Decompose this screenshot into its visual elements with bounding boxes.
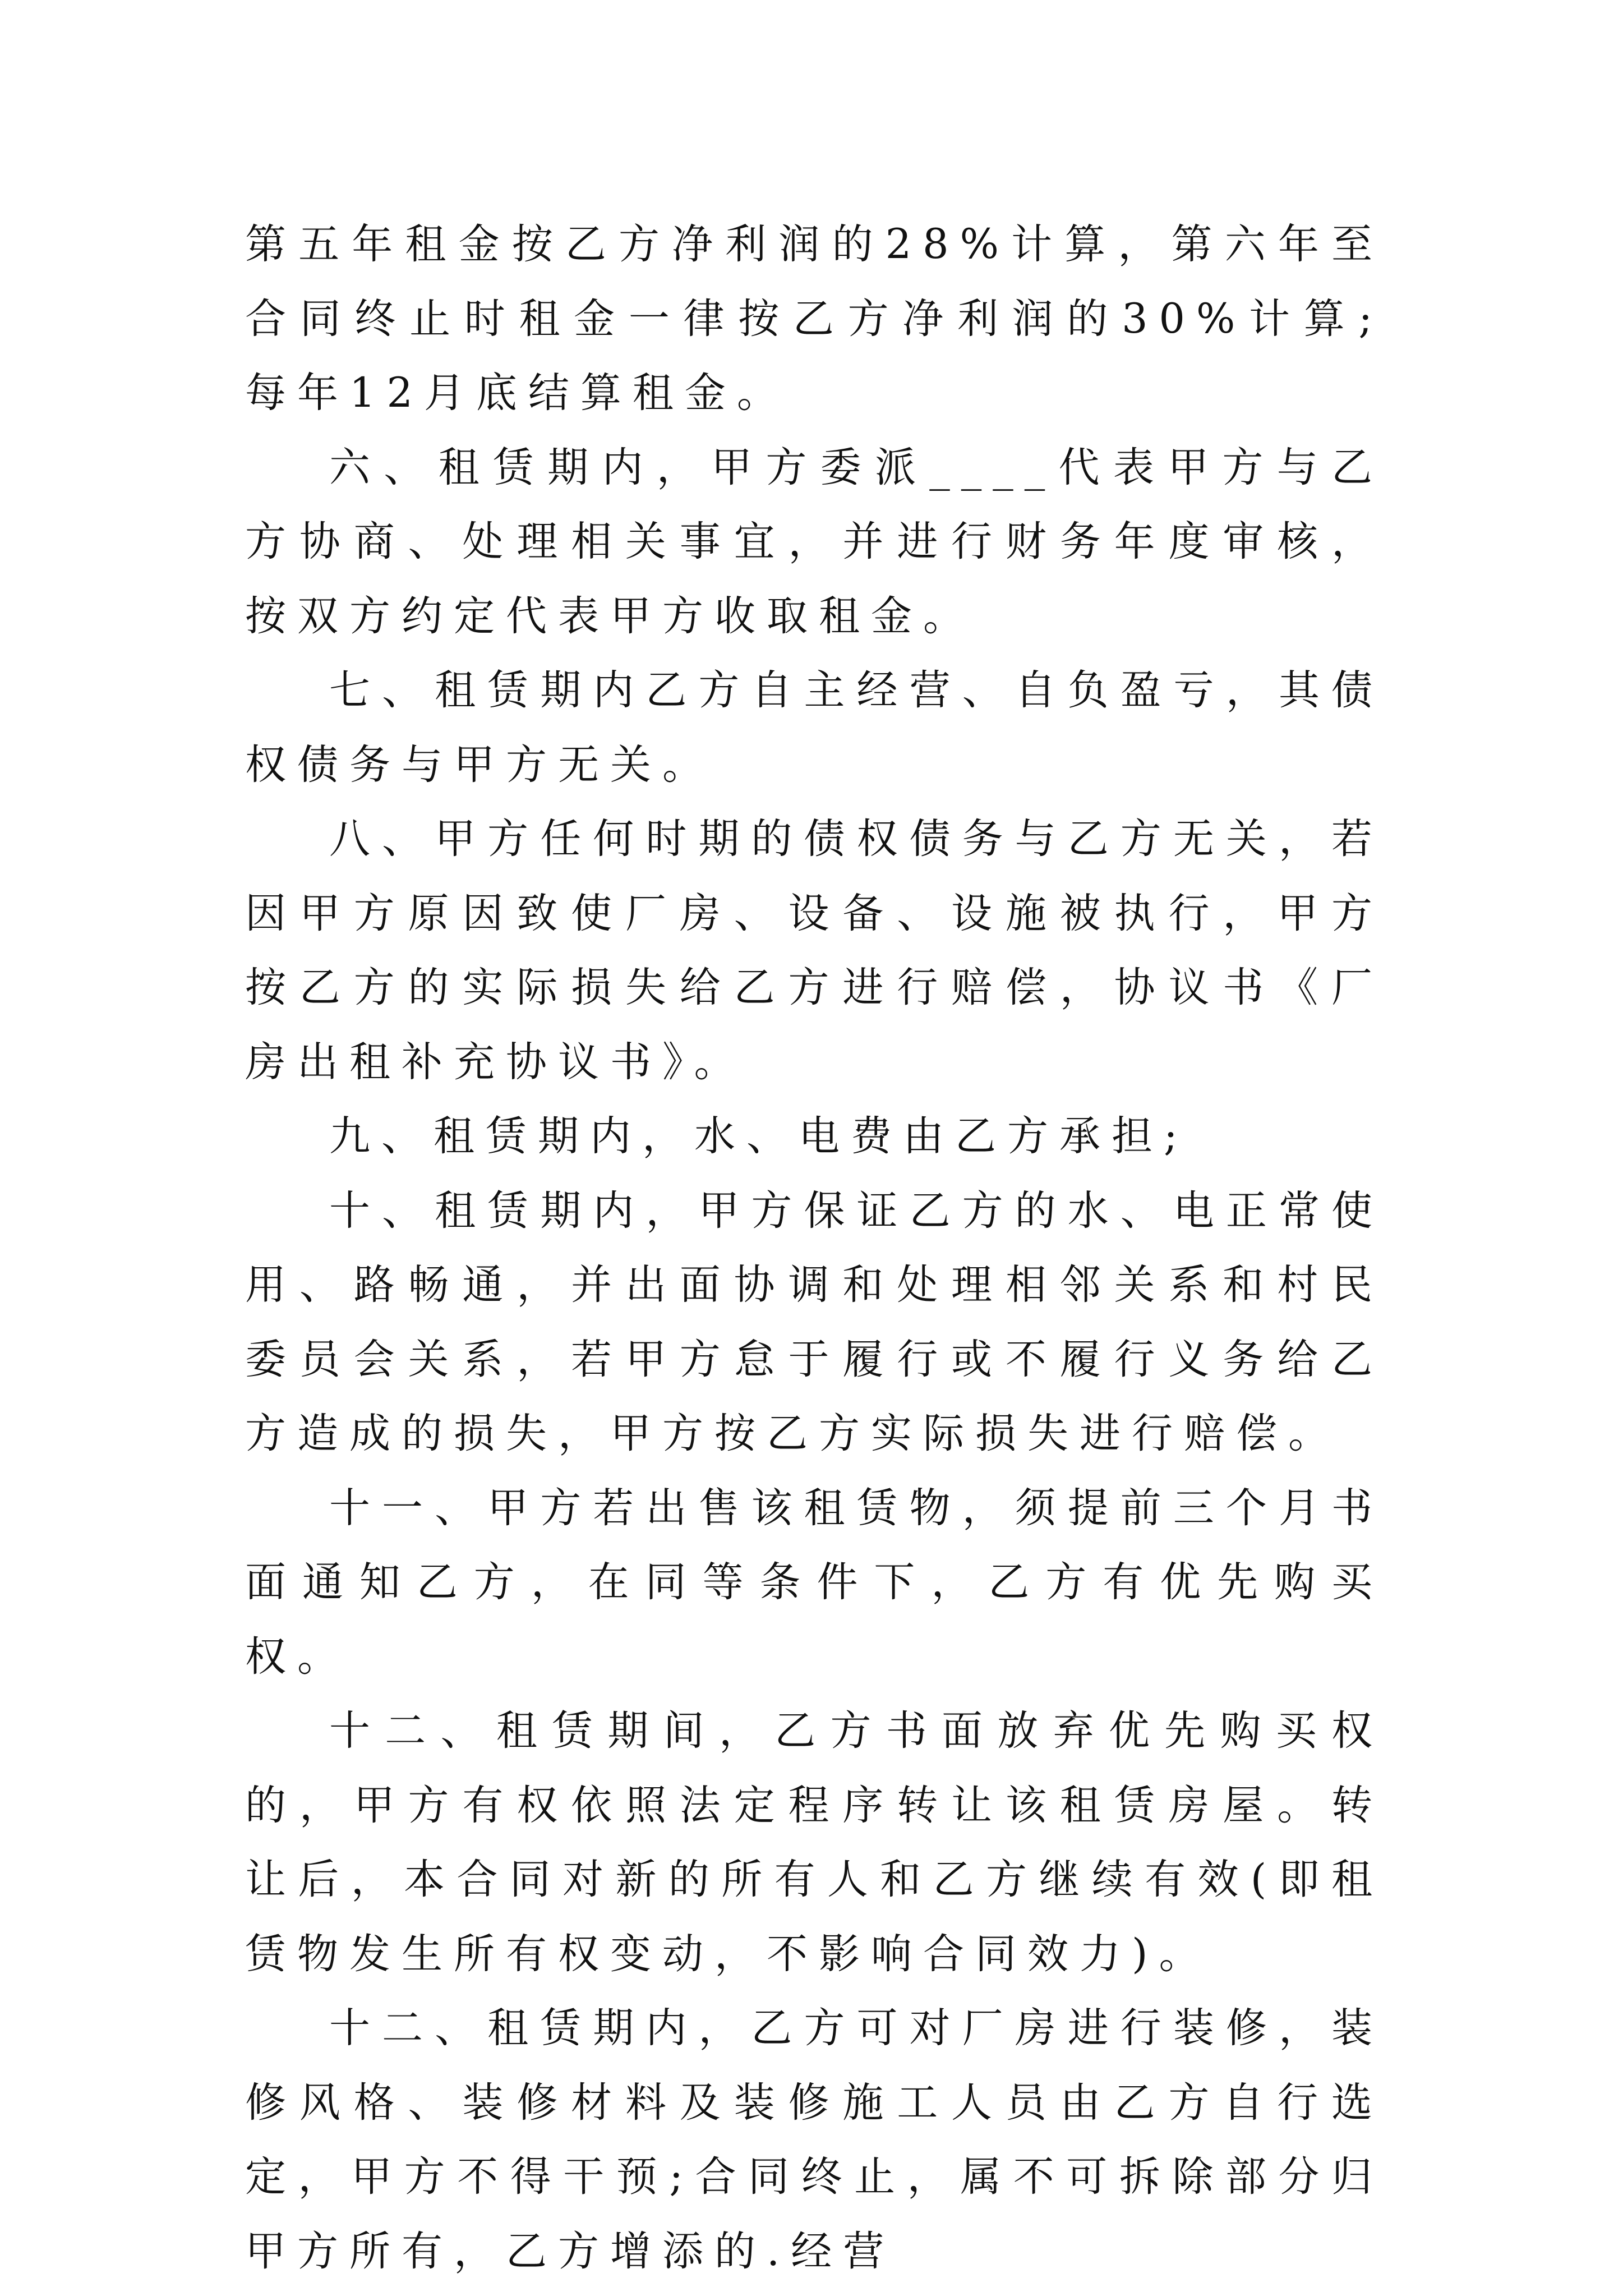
paragraph-clause-8: 八、甲方任何时期的债权债务与乙方无关，若因甲方原因致使厂房、设备、设施被执行，甲方按乙方的实际损失给乙方进行赔偿，协议书《厂房出租补充协议书》。 <box>245 815 1384 1086</box>
paragraph-clause-7: 七、租赁期内乙方自主经营、自负盈亏，其债权债务与甲方无关。 <box>245 666 1384 789</box>
paragraph-clause-10: 十、租赁期内，甲方保证乙方的水、电正常使用、路畅通，并出面协调和处理相邻关系和村民委员会关系，若甲方怠于履行或不履行义务给乙方造成的损失，甲方按乙方实际损失进行赔偿。 <box>245 1186 1384 1457</box>
paragraph-clause-6: 六、租赁期内，甲方委派____代表甲方与乙方协商、处理相关事宜，并进行财务年度审核，按双方约定代表甲方收取租金。 <box>245 443 1384 640</box>
paragraph-clause-12a: 十二、租赁期间，乙方书面放弃优先购买权的，甲方有权依照法定程序转让该租赁房屋。转让后，本合同对新的所有人和乙方继续有效(即租赁物发生所有权变动，不影响合同效力)。 <box>245 1707 1384 1978</box>
paragraph-clause-9: 九、租赁期内，水、电费由乙方承担; <box>329 1112 1189 1160</box>
document-body <box>245 208 1384 2289</box>
paragraph-clause-12b: 十二、租赁期内，乙方可对厂房进行装修，装修风格、装修材料及装修施工人员由乙方自行选定，甲方不得干预;合同终止，属不可拆除部分归甲方所有，乙方增添的.经营 <box>245 2004 1384 2275</box>
paragraph-rent-schedule: 第五年租金按乙方净利润的28%计算，第六年至合同终止时租金一律按乙方净利润的30%计算;每年12月底结算租金。 <box>245 220 1384 417</box>
paragraph-clause-11: 十一、甲方若出售该租赁物，须提前三个月书面通知乙方，在同等条件下，乙方有优先购买权。 <box>245 1484 1384 1681</box>
